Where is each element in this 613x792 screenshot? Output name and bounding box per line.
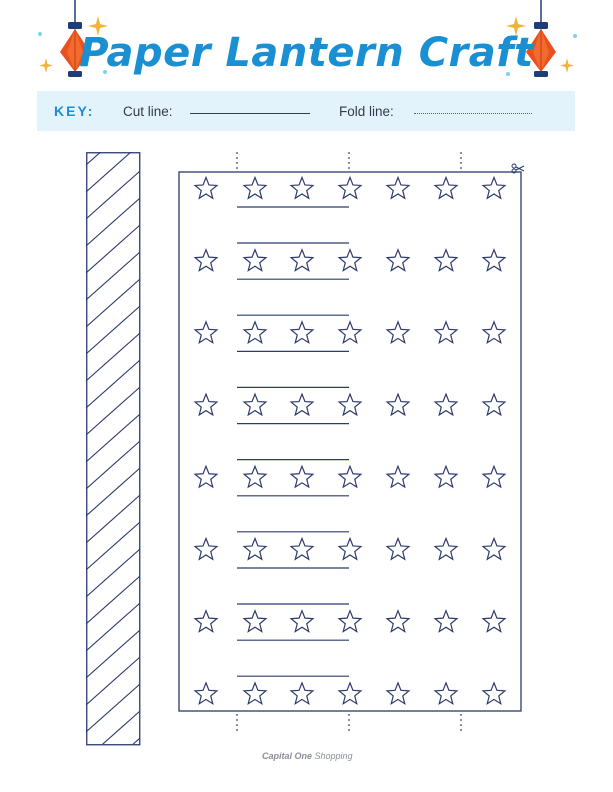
star-icon [483, 611, 505, 632]
star-icon [387, 466, 409, 487]
star-icon [244, 322, 266, 343]
star-icon [483, 466, 505, 487]
star-icon [483, 322, 505, 343]
star-icon [339, 539, 361, 560]
star-icon [244, 683, 266, 704]
star-icon [291, 611, 313, 632]
star-icon [483, 683, 505, 704]
star-icon [387, 394, 409, 415]
star-icon [195, 466, 217, 487]
star-icon [244, 466, 266, 487]
star-icon [244, 394, 266, 415]
star-icon [195, 539, 217, 560]
star-icon [339, 394, 361, 415]
star-icon [339, 611, 361, 632]
star-icon [291, 394, 313, 415]
star-icon [339, 322, 361, 343]
star-icon [244, 539, 266, 560]
star-icon [435, 322, 457, 343]
star-icon [291, 322, 313, 343]
fold-line-sample [414, 113, 532, 114]
star-icon [435, 466, 457, 487]
star-icon [195, 683, 217, 704]
star-icon [244, 250, 266, 271]
handle-strip [86, 152, 142, 747]
star-icon [291, 683, 313, 704]
star-icon [244, 178, 266, 199]
star-icon [291, 178, 313, 199]
brand-logo: Capital One Shopping [262, 751, 353, 761]
star-icon [435, 178, 457, 199]
star-icon [339, 683, 361, 704]
page-title: Paper Lantern Craft [79, 30, 534, 76]
star-icon [291, 466, 313, 487]
key-label: KEY: [54, 103, 95, 119]
cut-line-sample [190, 113, 310, 114]
star-icon [291, 250, 313, 271]
star-icon [435, 539, 457, 560]
fold-line-label: Fold line: [339, 104, 394, 119]
star-icon [387, 322, 409, 343]
star-icon [195, 178, 217, 199]
star-icon [483, 539, 505, 560]
star-icon [483, 394, 505, 415]
star-icon [339, 250, 361, 271]
template-border [179, 172, 521, 711]
star-icon [195, 322, 217, 343]
star-icon [339, 466, 361, 487]
star-icon [244, 611, 266, 632]
star-icon [387, 178, 409, 199]
star-icon [435, 394, 457, 415]
star-icon [483, 178, 505, 199]
star-icon [195, 394, 217, 415]
key-bar [37, 91, 575, 131]
star-icon [387, 539, 409, 560]
star-icon [483, 250, 505, 271]
star-icon [387, 683, 409, 704]
star-icon [387, 250, 409, 271]
lantern-template [175, 148, 535, 738]
star-icon [435, 611, 457, 632]
star-icon [435, 683, 457, 704]
star-icon [339, 178, 361, 199]
star-icon [387, 611, 409, 632]
star-icon [195, 250, 217, 271]
cut-line-label: Cut line: [123, 104, 173, 119]
star-icon [291, 539, 313, 560]
star-icon [195, 611, 217, 632]
star-icon [435, 250, 457, 271]
